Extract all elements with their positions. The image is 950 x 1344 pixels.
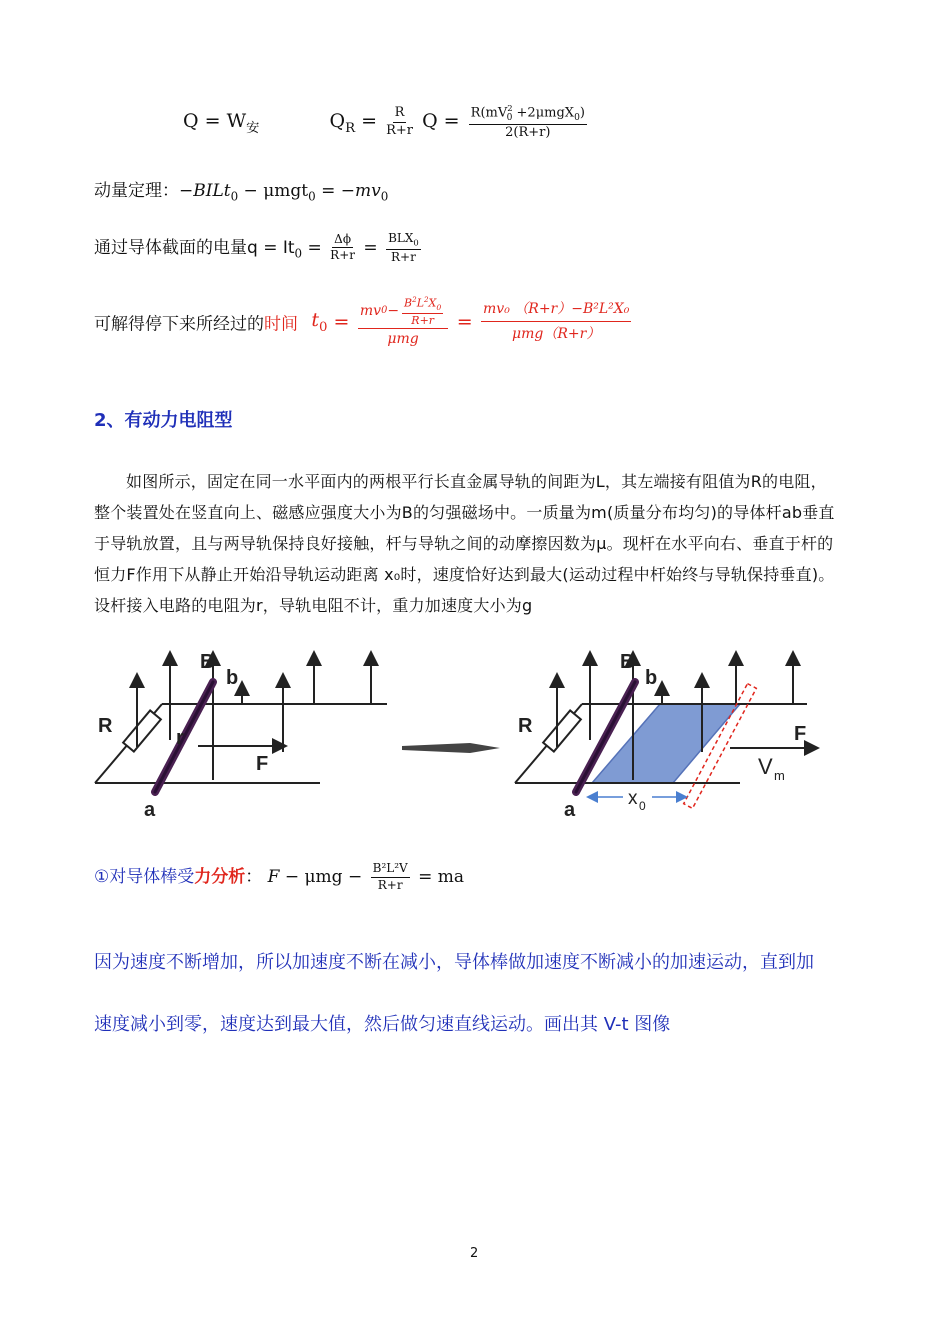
sub: 0 <box>230 189 239 204</box>
momentum-label: 动量定理： <box>94 181 179 201</box>
num: BLX <box>388 231 414 245</box>
frac-num <box>386 232 421 250</box>
num-sub: 0 <box>506 112 513 123</box>
momentum-expr: −BILt <box>179 181 231 201</box>
problem-paragraph <box>94 466 864 621</box>
section-heading: 2、有动力电阻型 <box>94 410 233 431</box>
sub: 0 <box>308 189 316 204</box>
label-x-sub: 0 <box>639 799 646 813</box>
equation-momentum <box>94 176 388 203</box>
paragraph-line: 如图所示，固定在同一水平面内的两根平行长直金属导轨的间距为L，其左端接有阻值为R的电阻， <box>126 472 827 491</box>
t-sub: 0 <box>319 319 328 335</box>
equation-charge <box>94 232 424 264</box>
force-label: ①对导体棒受 <box>94 867 195 887</box>
page-number: 2 <box>470 1246 479 1261</box>
conclusion-line-1: 因为速度不断增加，所以加速度不断在减小，导体棒做加速度不断减小的加速运动，直到加 <box>94 952 814 973</box>
num-part: R(mV <box>470 105 508 121</box>
t: t <box>311 308 320 331</box>
fraction-time-1 <box>358 296 448 348</box>
sup: 2 <box>412 295 417 304</box>
frac-den: μmg <box>387 331 419 348</box>
t0-symbol <box>311 308 328 335</box>
frac-den: R+r <box>386 122 414 138</box>
num-rest: +2μmgX <box>512 105 575 121</box>
sup: 2 <box>424 295 429 304</box>
sub: 0 <box>436 302 442 312</box>
frac-den: R+r <box>377 877 403 892</box>
equation-time <box>94 296 634 348</box>
frac-num <box>358 296 448 329</box>
label-b: b <box>226 667 239 689</box>
rest: = ma <box>418 867 465 887</box>
rest: = −mv <box>315 181 381 201</box>
fraction-inner <box>402 296 443 327</box>
eq: = <box>302 237 322 258</box>
num-sub: 0 <box>413 237 419 248</box>
qr-eq: = <box>361 110 378 133</box>
minus: − μmg − <box>279 867 363 887</box>
transition-arrow <box>402 743 500 753</box>
num-end: ) <box>579 105 585 121</box>
l: L <box>416 296 424 310</box>
force-F: F <box>267 867 280 887</box>
q-mid: Q = <box>422 110 460 133</box>
label-B: B <box>620 651 635 673</box>
fraction-flux <box>330 233 355 262</box>
inner-num <box>402 296 443 314</box>
qr-label: Q <box>329 110 346 133</box>
paragraph-line: 恒力F作用下从静止开始沿导轨运动距离 x₀时，速度恰好达到最大(运动过程中杆始终与导轨保持垂直)。 <box>94 565 835 584</box>
conclusion-line-2: 速度减小到零，速度达到最大值，然后做匀速直线运动。画出其 V-t 图像 <box>94 1014 671 1035</box>
resistor <box>543 710 581 751</box>
paragraph-line: 设杆接入电路的电阻为r，导轨电阻不计，重力加速度大小为g <box>94 596 533 615</box>
paragraph-line: 于导轨放置，且与两导轨保持良好接触，杆与导轨之间的动摩擦因数为μ。现杆在水平向右、垂直于杆的 <box>94 534 834 553</box>
colon: ： <box>245 867 263 887</box>
fraction-ampere <box>371 862 410 891</box>
sub: 0 <box>381 305 388 317</box>
time-label: 可解得停下来所经过的 <box>94 314 264 335</box>
x: X <box>428 296 437 310</box>
label-F: F <box>794 723 807 745</box>
frac-num <box>469 104 587 125</box>
resistor <box>123 710 161 751</box>
q-sub: 安 <box>246 120 260 136</box>
sub: 0 <box>294 246 303 261</box>
left-setup <box>95 658 387 783</box>
sub: 0 <box>380 189 389 204</box>
frac-den: μmg（R+r） <box>512 325 601 342</box>
charge-label: 通过导体截面的电量q = It <box>94 237 295 258</box>
fraction-heat-value <box>469 104 587 140</box>
label-a: a <box>564 799 576 821</box>
eq: = <box>327 310 350 333</box>
label-R: R <box>98 715 113 737</box>
frac-num: R <box>393 106 407 122</box>
mid: − μmgt <box>238 181 309 201</box>
eq: = <box>363 237 378 258</box>
mv: mv <box>359 303 382 319</box>
num-sub2: 0 <box>574 112 580 123</box>
force-label-red: 力分析 <box>194 867 246 887</box>
label-V-sub: m <box>774 768 785 783</box>
frac-num: B²L²V <box>371 862 410 877</box>
frac-den: 2(R+r) <box>505 124 551 140</box>
qr-sub: R <box>345 120 356 136</box>
circuit-diagram <box>90 640 830 830</box>
fraction-blx <box>386 232 421 264</box>
inner-den: R+r <box>411 314 435 328</box>
force-analysis <box>94 862 464 892</box>
equation-heat <box>183 104 590 140</box>
label-R: R <box>518 715 533 737</box>
label-B: B <box>200 651 215 673</box>
label-x: x <box>628 788 638 809</box>
label-a: a <box>144 799 156 821</box>
eq: = <box>456 310 473 333</box>
paragraph-line: 整个装置处在竖直向上、磁感应强度大小为B的匀强磁场中。一质量为m(质量分布均匀)的导体杆ab垂直 <box>94 503 835 522</box>
fraction-r-over-rr <box>386 106 413 138</box>
label-b: b <box>645 667 658 689</box>
label-F: F <box>256 753 269 775</box>
frac-num: Δϕ <box>332 233 353 248</box>
fraction-time-2 <box>481 302 631 343</box>
frac-den: R+r <box>390 249 416 264</box>
frac-den: R+r <box>330 248 355 263</box>
time-label-red: 时间 <box>264 314 298 335</box>
minus: − <box>387 303 400 319</box>
label-r: r <box>176 727 184 749</box>
label-V: V <box>758 754 773 779</box>
num-sup: 2 <box>507 103 513 113</box>
frac-num: mv₀ （R+r）−B²L²X₀ <box>481 302 631 322</box>
b: B <box>404 296 413 310</box>
q-equals-w: Q = W <box>183 110 247 133</box>
